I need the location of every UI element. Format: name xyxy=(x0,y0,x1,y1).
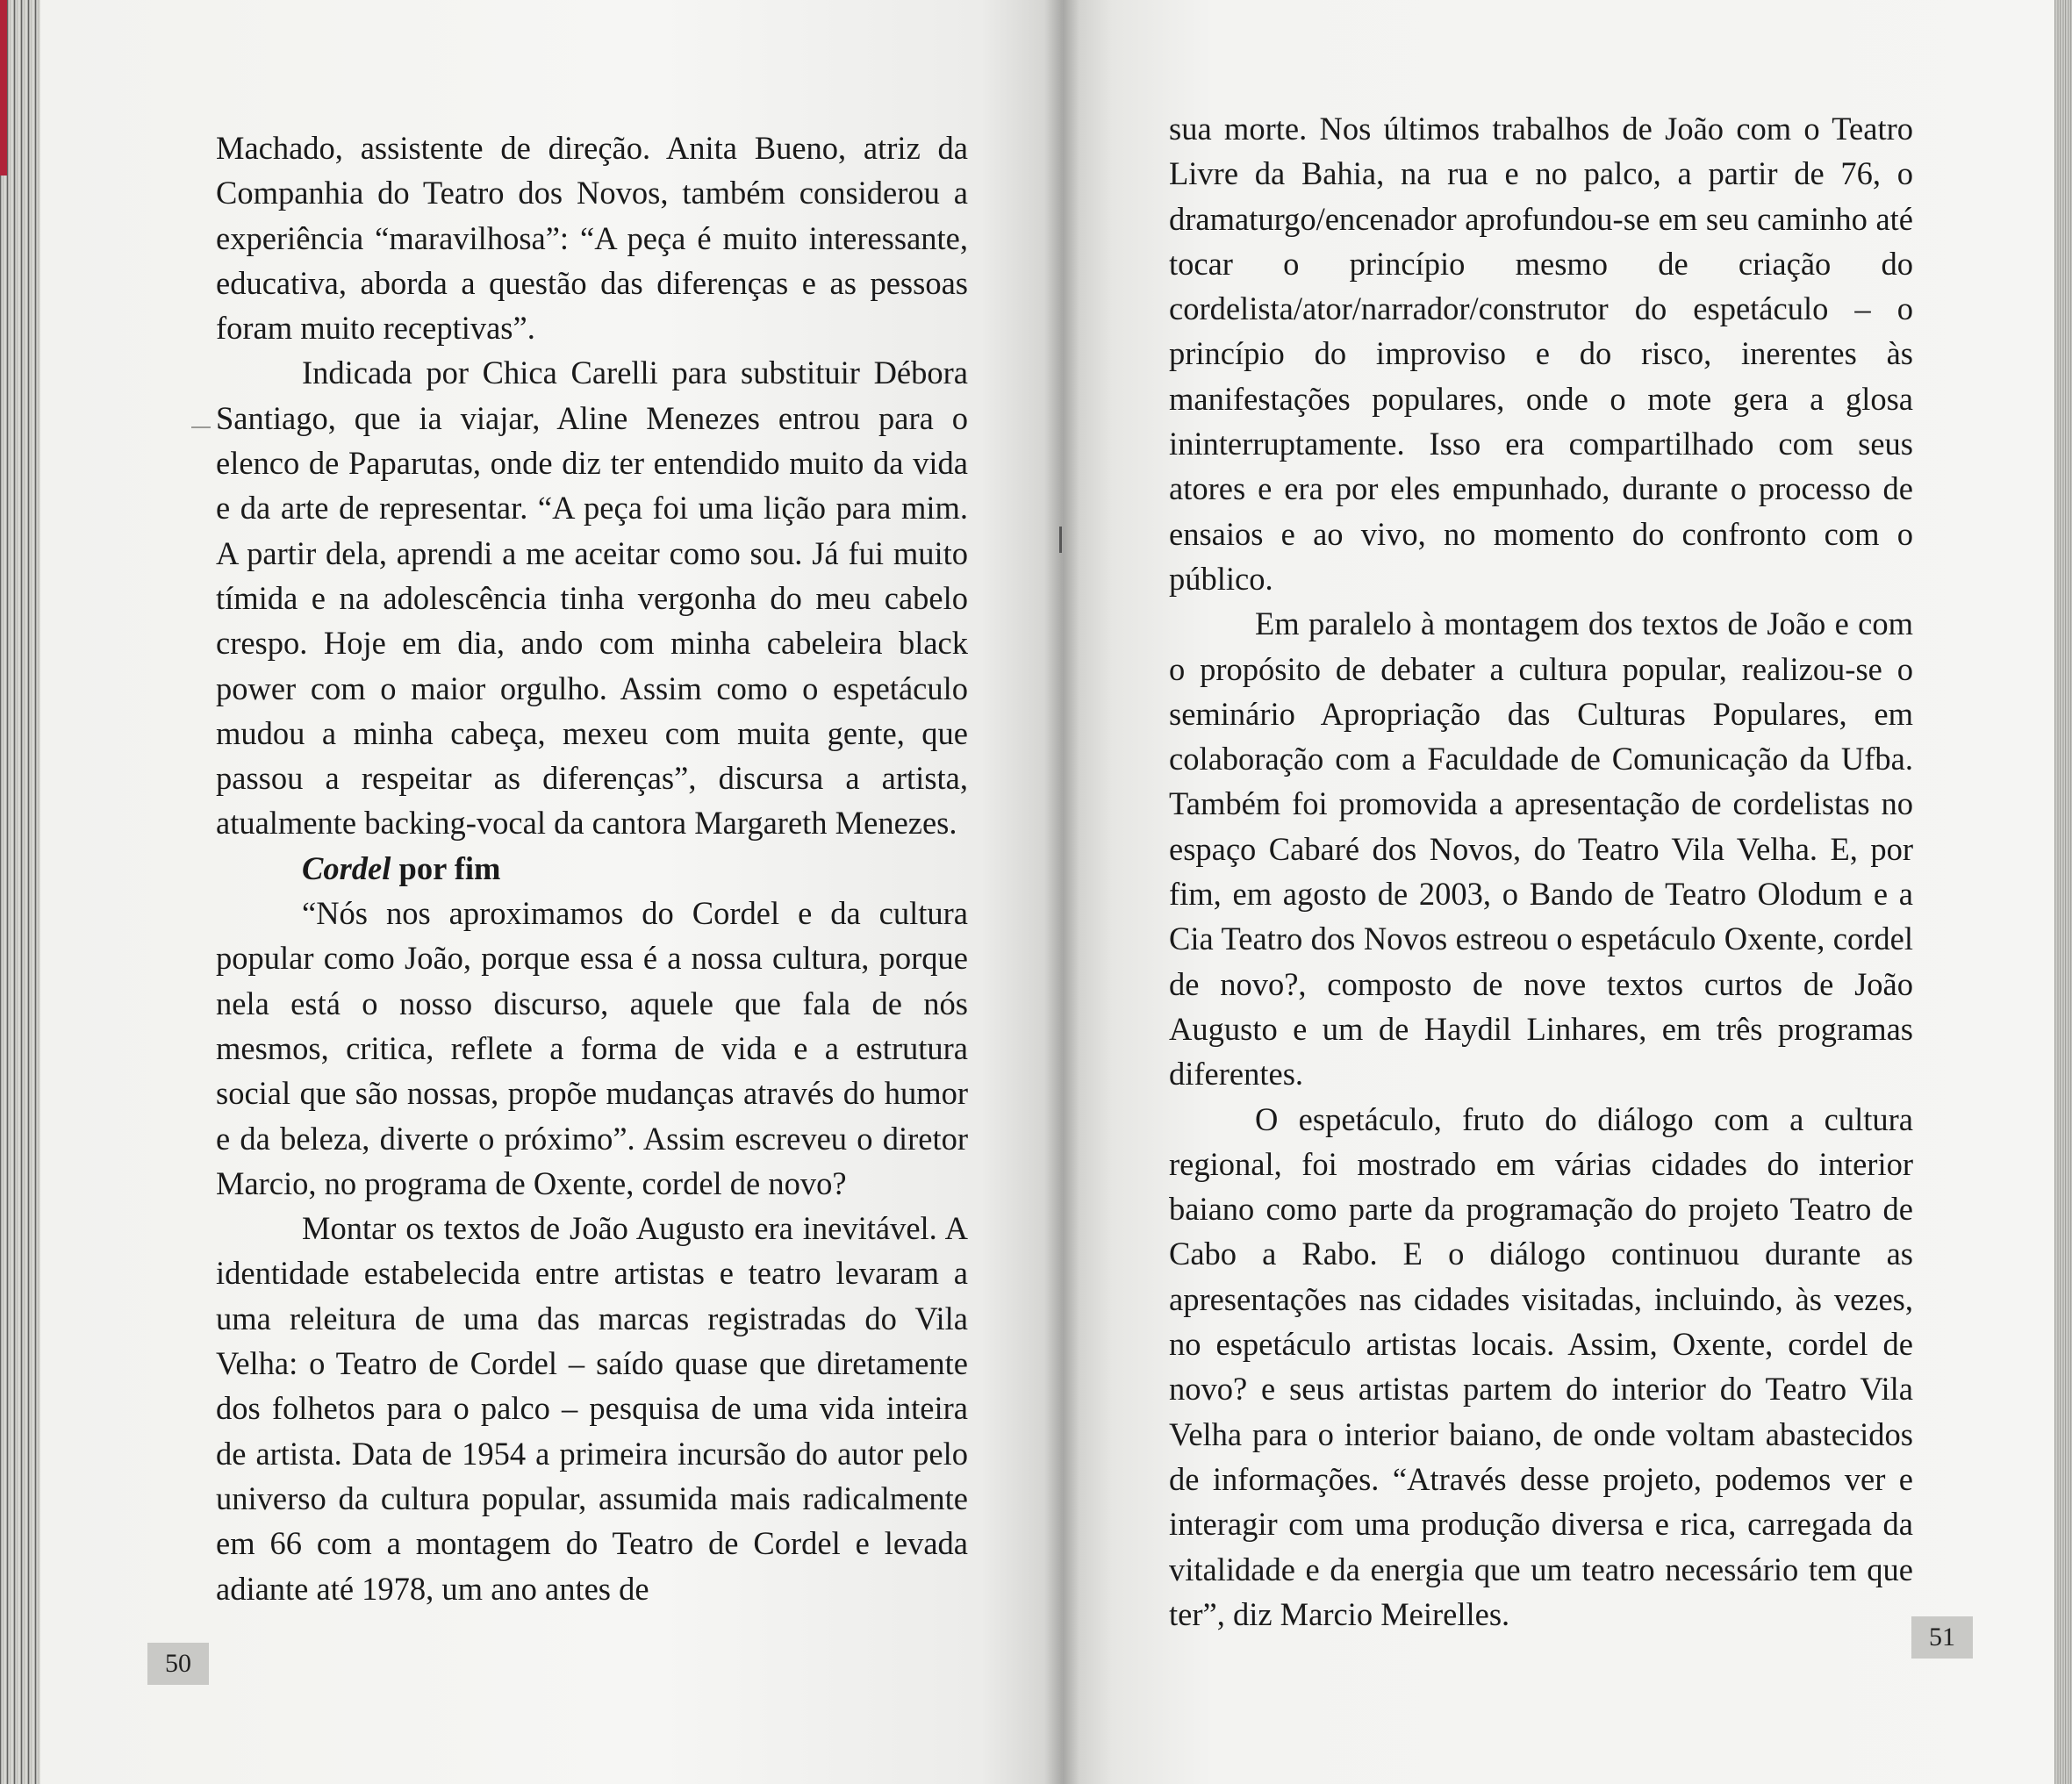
subheading-italic: Cordel xyxy=(302,849,391,886)
margin-bar xyxy=(1059,527,1062,553)
page-number-left: 50 xyxy=(147,1643,209,1685)
paragraph: Machado, assistente de direção. Anita Bueno, atriz da Companhia do Teatro dos Novos, também considerou a experiência “maravilhosa”: “A peça é muito interessante, educativa, aborda a questão das diferenças e as pessoas foram muito receptivas”. xyxy=(216,130,968,347)
paragraph: O espetáculo, fruto do diálogo com a cultura regional, foi mostrado em várias cidades do interior baiano como parte da programação do projeto Teatro de Cabo a Rabo. E o diálogo continuou durante as apresentações nas cidades visitadas, incluindo, às vezes, no espetáculo artistas locais. Assim, Oxente, cordel de novo? e seus artistas partem do interior do Teatro Vila Velha para o interior baiano, de onde voltam abastecidos de informações. “Através desse projeto, podemos ver e interagir com uma produção diversa e rica, carregada da vitalidade e da energia que um teatro necessário tem que ter”, diz Marcio Meirelles. xyxy=(1169,1100,1913,1632)
subheading-rest: por fim xyxy=(398,849,501,886)
page-number-right: 51 xyxy=(1911,1616,1973,1659)
paragraph: Montar os textos de João Augusto era inevitável. A identidade estabelecida entre artistas e teatro levaram a uma releitura de uma das marcas registradas do Vila Velha: o Teatro de Cordel – saído quase que diretamente dos folhetos para o palco – pesquisa de uma vida inteira de artista. Data de 1954 a primeira incursão do autor pelo universo da cultura popular, assumida mais radicalmente em 66 com a montagem do Teatro de Cordel e levada adiante até 1978, um ano antes de xyxy=(216,1210,968,1607)
paragraph: Indicada por Chica Carelli para substituir Débora Santiago, que ia viajar, Aline Menezes entrou para o elenco de Paparutas, onde diz ter entendido muito da vida e da arte de representar. “A peça foi uma lição para mim. A partir dela, aprendi a me aceitar como sou. Já fui muito tímida e na adolescência tinha vergonha do meu cabelo crespo. Hoje em dia, ando com minha cabeleira black power com o maior orgulho. Assim como o espetáculo mudou a minha cabeça, mexeu com muita gente, que passou a respeitar as diferenças”, discursa a artista, atualmente backing-vocal da cantora Margareth Menezes. xyxy=(216,355,968,842)
red-edge-mark xyxy=(0,0,7,176)
book-right-edge xyxy=(2054,0,2072,1784)
margin-mark xyxy=(191,426,211,428)
paragraph: Em paralelo à montagem dos textos de João e com o propósito de debater a cultura popular, realizou-se o seminário Apropriação das Culturas Populares, em colaboração com a Faculdade de Comunicação da Ufba. Também foi promovida a apresentação de cordelistas no espaço Cabaré dos Novos, do Teatro Vila Velha. E, por fim, em agosto de 2003, o Bando de Teatro Olodum e a Cia Teatro dos Novos estreou o espetáculo Oxente, cordel de novo?, composto de nove textos curtos de João Augusto e um de Haydil Linhares, em três programas diferentes. xyxy=(1169,605,1913,1093)
left-page-text xyxy=(216,125,968,1611)
section-subheading xyxy=(216,846,968,891)
right-page-text xyxy=(1169,106,1913,1637)
book-gutter xyxy=(1044,0,1079,1784)
paragraph: sua morte. Nos últimos trabalhos de João com o Teatro Livre da Bahia, na rua e no palco, a partir de 76, o dramaturgo/encenador aprofundou-se em seu caminho até tocar o princípio mesmo de criação do cordelista/ator/narrador/construtor do espetáculo – o princípio do improviso e do risco, inerentes às manifestações populares, onde o mote gera a glosa ininterruptamente. Isso era compartilhado com seus atores e era por eles empunhado, durante o processo de ensaios e ao vivo, no momento do confronto com o público. xyxy=(1169,111,1913,597)
book-left-edge xyxy=(0,0,40,1784)
paragraph: “Nós nos aproximamos do Cordel e da cultura popular como João, porque essa é a nossa cultura, porque nela está o nosso discurso, aquele que fala de nós mesmos, critica, reflete a forma de vida e a estrutura social que são nossas, propõe mudanças através do humor e da beleza, diverte o próximo”. Assim escreveu o diretor Marcio, no programa de Oxente, cordel de novo? xyxy=(216,895,968,1201)
